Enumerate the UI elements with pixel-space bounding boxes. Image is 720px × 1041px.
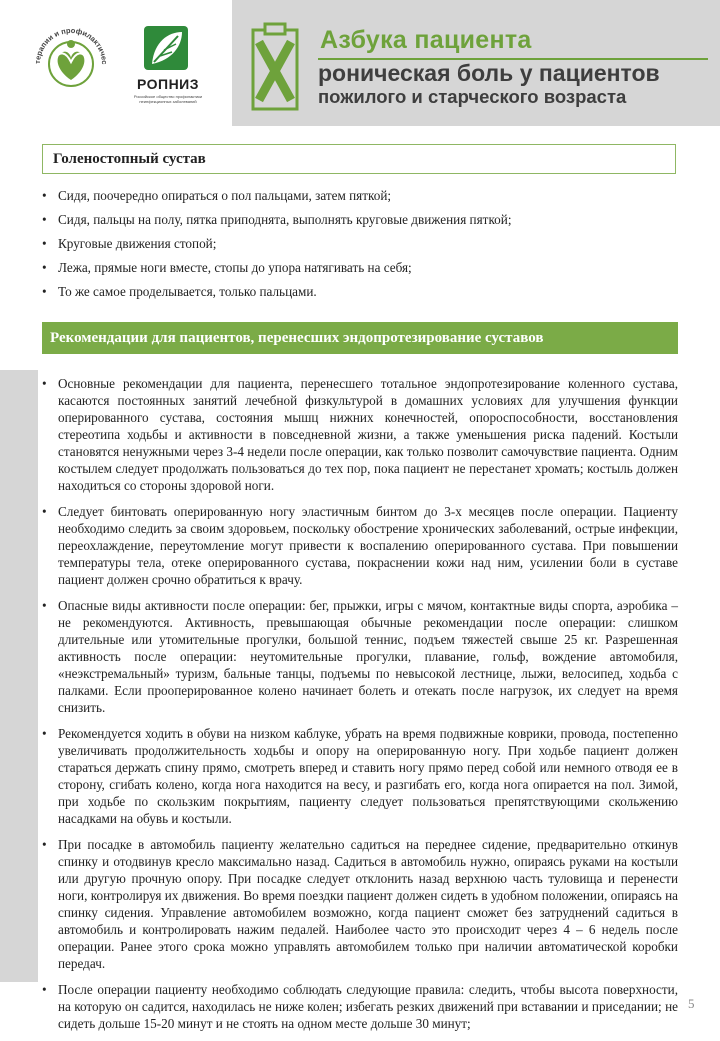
list-item: • Сидя, пальцы на полу, пятка приподнята, выполнять круговые движения пяткой; bbox=[42, 212, 676, 236]
list-item: • Следует бинтовать оперированную ногу эластичным бинтом до 3-х месяцев после операции. Пациенту необходимо следить за своим здоровьем, поскольку обострение хронических заболеваний, острые инфекции, переохлаждение, переутомление могут привести к воспалению оперированного сустава. При повышении температуры тела, отеке оперированного сустава, покраснении кожи над ним, усилении боли в суставе пациент должен срочно обратиться к врачу. bbox=[42, 503, 678, 588]
nmic-logo bbox=[30, 12, 112, 110]
list-item: • Круговые движения стопой; bbox=[42, 236, 676, 260]
list-item: • Рекомендуется ходить в обуви на низком каблуке, убрать на время подвижные коврики, провода, постепенно увеличивать продолжительность ходьбы и опору на оперированную ногу. При ходьбе пациент должен стараться держать спину прямо, смотреть вперед и ставить ногу прямо перед собой или немного отводя ее в сторону, сгибать колено, когда нога находится на весу, и разгибать его, когда нога опирается на пол. Зимой, при ходьбе по скользким покрытиям, пациенту следует пользоваться препятствующими скольжению насадками на обувь и костыли. bbox=[42, 725, 678, 827]
page-header bbox=[0, 0, 720, 126]
ropniz-logo bbox=[124, 24, 212, 104]
leaf-icon bbox=[142, 24, 190, 72]
side-decoration bbox=[0, 370, 38, 982]
list-item: • После операции пациенту необходимо соблюдать следующие правила: следить, чтобы высота поверхности, на которую он садится, находилась не ниже колен; избегать резких движений при вставании и приседании; не сидеть дольше 15-20 минут и не стоять на одном месте дольше 30 минут; bbox=[42, 981, 678, 1032]
page-number: 5 bbox=[688, 996, 695, 1011]
list-item: • При посадке в автомобиль пациенту желательно садиться на переднее сидение, предварительно откинув спинку и отодвинув кресло максимально назад. Садиться в автомобиль нужно, опираясь руками на костыли или другую прочную опору. При посадке следует отклонить назад верхнюю часть туловища и перенести ноги, контролируя их движения. Во время поездки пациент должен сидеть в удобном положении, опираясь на спинку сидения. Управление автомобилем возможно, когда пациент сможет без затруднений садиться в автомобиль и контролировать нажим педалей. Наиболее часто это происходит через 4 – 6 недель после операции. Ранее этого срока можно управлять автомобилем только при наличии автоматической коробки передач. bbox=[42, 836, 678, 972]
list-item: • Основные рекомендации для пациента, перенесшего тотальное эндопротезирование коленного сустава, касаются постоянных занятий лечебной физкультурой в домашних условиях для улучшения функции оперированного сустава, состояния мышц нижних конечностей, опороспособности, восстановления стереотипа ходьбы и активности в повседневной жизни, а также уменьшения риска падений. Костыли становятся ненужными через 3-4 недели после операции, как только позволит самочувствие пациента. Одним костылем следует продолжать пользоваться до тех пор, пока пациент не перестанет хромать; костыль должен находиться со стороны здоровой ноги. bbox=[42, 375, 678, 494]
list-item: • Лежа, прямые ноги вместе, стопы до упора натягивать на себя; bbox=[42, 260, 676, 284]
list-item: • То же самое проделывается, только пальцами. bbox=[42, 284, 676, 308]
section-ankle-heading: Голеностопный сустав bbox=[42, 144, 676, 174]
ankle-exercise-list bbox=[42, 188, 676, 308]
ropniz-name: РОПНИЗ bbox=[136, 76, 200, 92]
ropniz-subtitle: Российское общество профилактики неинфекционных заболеваний bbox=[133, 94, 203, 104]
list-item: • Сидя, поочередно опираться о пол пальцами, затем пяткой; bbox=[42, 188, 676, 212]
clipboard-x-icon bbox=[250, 20, 300, 112]
title-main: Азбука пациента bbox=[320, 26, 532, 54]
title-box bbox=[232, 0, 720, 126]
title-subtitle-line1: роническая боль у пациентов bbox=[318, 60, 660, 86]
logos-area bbox=[0, 0, 232, 126]
title-subtitle-line2: пожилого и старческого возраста bbox=[318, 86, 627, 107]
section-recommendations-heading: Рекомендации для пациентов, перенесших эндопротезирование суставов bbox=[42, 322, 678, 354]
logo1-arc-text: терапии и профилактичес bbox=[32, 25, 110, 65]
list-item: • Опасные виды активности после операции: бег, прыжки, игры с мячом, контактные виды спорта, аэробика – не рекомендуются. Активность, превышающая обычные рекомендации после операции: слишком длительные или утомительные прогулки, большой теннис, подъем тяжестей свыше 25 кг. Разрешенная активность после операции: неутомительные прогулки, плавание, гольф, вождение автомобиля, «неэкстремальный» туризм, бальные танцы, подъемы по невысокой лестнице, лыжи, велосипед, ходьба с палками. Если прооперированное колено начинает болеть и отекать после нагрузок, их следует на время снизить. bbox=[42, 597, 678, 716]
recommendations-list bbox=[42, 375, 678, 1041]
